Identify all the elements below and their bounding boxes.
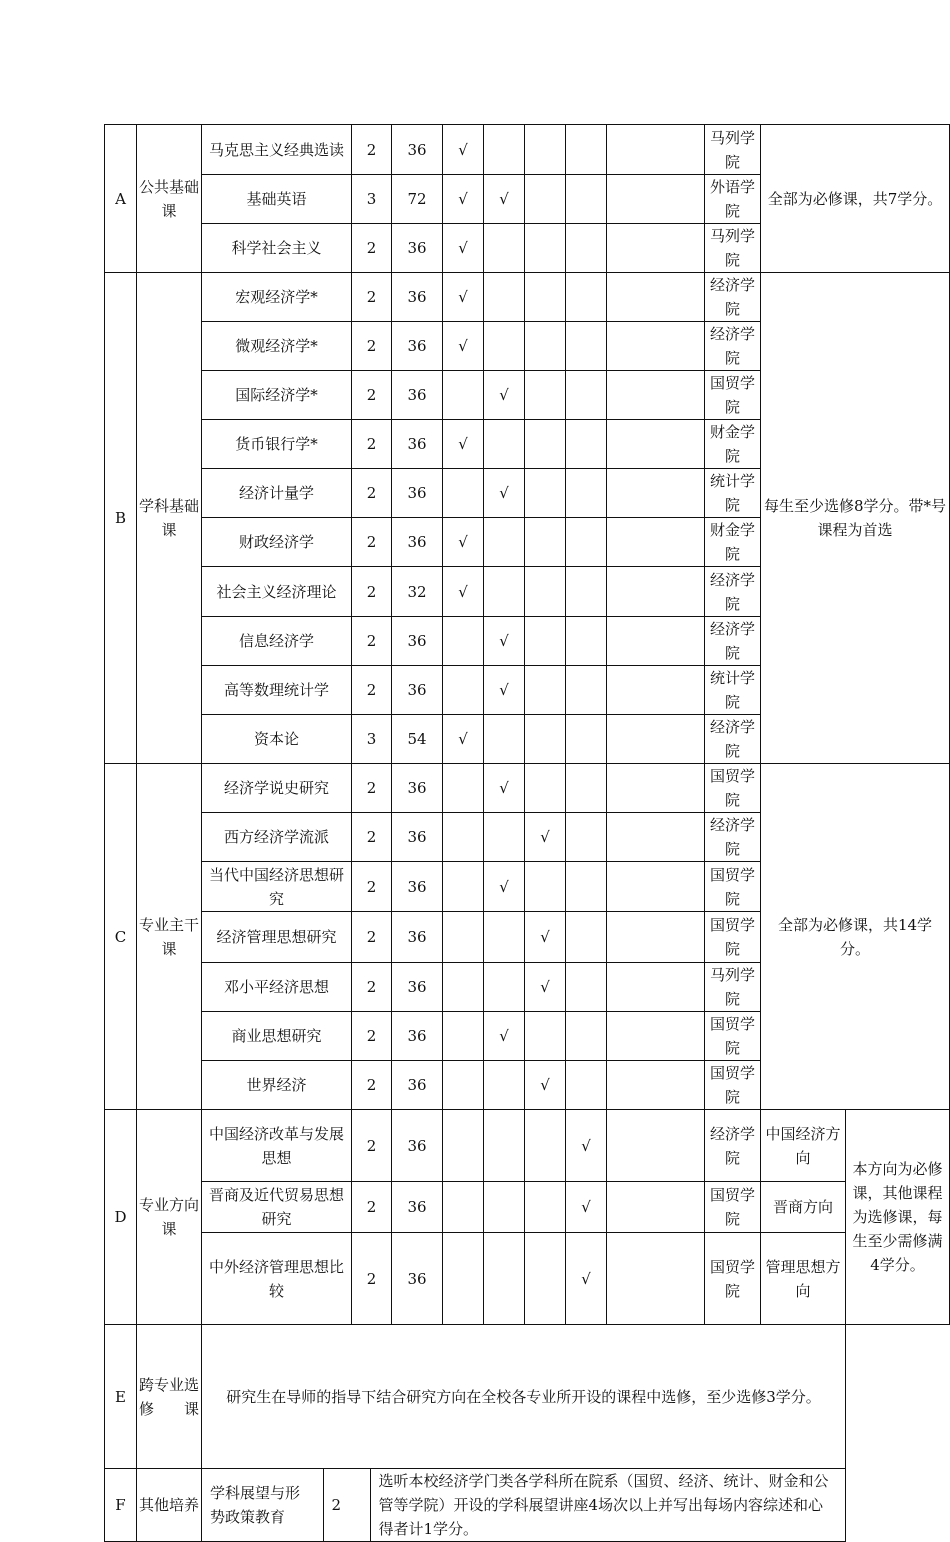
credits-cell: 2 <box>352 469 392 518</box>
credits-cell: 2 <box>352 764 392 813</box>
category-label: 学科基础课 <box>137 273 202 764</box>
check-mark: √ <box>484 617 525 666</box>
check-mark: √ <box>443 224 484 273</box>
school-cell: 国贸学院 <box>705 1012 761 1061</box>
check-mark: √ <box>484 1012 525 1061</box>
course-name: 世界经济 <box>202 1061 352 1110</box>
school-cell: 国贸学院 <box>705 1233 761 1325</box>
check-mark <box>525 1110 566 1182</box>
check-mark: √ <box>525 1061 566 1110</box>
hours-cell: 36 <box>392 862 443 912</box>
check-mark <box>525 224 566 273</box>
check-mark <box>443 813 484 862</box>
check-mark <box>443 912 484 963</box>
course-name: 西方经济学流派 <box>202 813 352 862</box>
check-mark <box>443 764 484 813</box>
check-mark <box>525 420 566 469</box>
table-row <box>105 273 950 322</box>
check-mark <box>525 1233 566 1325</box>
check-mark <box>443 1182 484 1233</box>
check-mark: √ <box>443 322 484 371</box>
check-mark <box>566 912 607 963</box>
check-mark <box>566 963 607 1012</box>
credits-cell: 2 <box>352 322 392 371</box>
hours-cell: 36 <box>392 764 443 813</box>
check-mark <box>607 469 705 518</box>
course-name: 商业思想研究 <box>202 1012 352 1061</box>
credits-cell: 2 <box>352 1182 392 1233</box>
check-mark <box>484 518 525 567</box>
check-mark <box>525 1182 566 1233</box>
hours-cell: 36 <box>392 420 443 469</box>
check-mark <box>443 1061 484 1110</box>
check-mark <box>607 715 705 764</box>
check-mark: √ <box>484 666 525 715</box>
check-mark <box>484 1233 525 1325</box>
other-training-description: 选听本校经济学门类各学科所在院系（国贸、经济、统计、财金和公管等学院）开设的学科展望讲座4场次以上并写出每场内容综述和心得者计1学分。 <box>378 1472 829 1538</box>
hours-cell: 36 <box>392 963 443 1012</box>
hours-cell: 36 <box>392 469 443 518</box>
category-label <box>137 1325 202 1469</box>
course-name: 晋商及近代贸易思想研究 <box>202 1182 352 1233</box>
check-mark <box>607 912 705 963</box>
check-mark <box>484 420 525 469</box>
check-mark <box>607 813 705 862</box>
check-mark <box>566 371 607 420</box>
section-note: 本方向为必修课，其他课程为选修课，每生至少需修满4学分。 <box>846 1110 950 1325</box>
school-cell: 外语学院 <box>705 175 761 224</box>
credits-cell: 2 <box>352 420 392 469</box>
check-mark <box>484 813 525 862</box>
course-name: 中外经济管理思想比较 <box>202 1233 352 1325</box>
school-cell: 国贸学院 <box>705 371 761 420</box>
check-mark <box>525 518 566 567</box>
course-name: 宏观经济学* <box>202 273 352 322</box>
check-mark <box>443 1110 484 1182</box>
check-mark <box>566 617 607 666</box>
course-name: 微观经济学* <box>202 322 352 371</box>
school-cell: 国贸学院 <box>705 862 761 912</box>
hours-cell: 36 <box>392 125 443 175</box>
school-cell: 财金学院 <box>705 518 761 567</box>
credits-cell: 2 <box>352 813 392 862</box>
check-mark <box>566 322 607 371</box>
course-name: 财政经济学 <box>202 518 352 567</box>
check-mark: √ <box>443 273 484 322</box>
check-mark <box>607 1110 705 1182</box>
check-mark <box>566 813 607 862</box>
credits-cell: 2 <box>352 273 392 322</box>
school-cell: 统计学院 <box>705 469 761 518</box>
school-cell: 经济学院 <box>705 715 761 764</box>
credits-cell: 2 <box>352 666 392 715</box>
other-training-subtable <box>202 1469 845 1541</box>
check-mark <box>443 469 484 518</box>
check-mark: √ <box>566 1233 607 1325</box>
check-mark <box>607 1182 705 1233</box>
check-mark: √ <box>443 125 484 175</box>
school-cell: 经济学院 <box>705 322 761 371</box>
check-mark <box>443 371 484 420</box>
credits-cell: 2 <box>352 1012 392 1061</box>
school-cell: 马列学院 <box>705 125 761 175</box>
section-code: B <box>105 273 137 764</box>
section-note: 全部为必修课，共14学分。 <box>761 764 950 1110</box>
check-mark <box>607 1012 705 1061</box>
check-mark <box>607 1061 705 1110</box>
check-mark <box>566 1061 607 1110</box>
credits-cell: 2 <box>352 1110 392 1182</box>
check-mark <box>607 764 705 813</box>
check-mark: √ <box>443 715 484 764</box>
school-cell: 国贸学院 <box>705 1061 761 1110</box>
credits-cell: 3 <box>352 175 392 224</box>
check-mark: √ <box>443 420 484 469</box>
check-mark <box>607 617 705 666</box>
check-mark: √ <box>484 371 525 420</box>
check-mark <box>607 175 705 224</box>
check-mark <box>443 1233 484 1325</box>
check-mark <box>484 912 525 963</box>
hours-cell: 36 <box>392 912 443 963</box>
check-mark <box>566 273 607 322</box>
school-cell: 经济学院 <box>705 273 761 322</box>
check-mark <box>525 617 566 666</box>
check-mark <box>525 666 566 715</box>
school-cell: 经济学院 <box>705 617 761 666</box>
course-name: 经济计量学 <box>202 469 352 518</box>
check-mark <box>484 1182 525 1233</box>
hours-cell: 36 <box>392 666 443 715</box>
check-mark: √ <box>566 1182 607 1233</box>
credits-cell: 2 <box>352 617 392 666</box>
credits-cell: 2 <box>352 371 392 420</box>
credits-cell: 2 <box>352 862 392 912</box>
credits-cell: 2 <box>352 567 392 617</box>
check-mark <box>484 224 525 273</box>
table-row <box>105 1325 950 1469</box>
check-mark <box>607 1233 705 1325</box>
check-mark <box>607 420 705 469</box>
credits-cell: 2 <box>323 1469 370 1541</box>
check-mark <box>484 715 525 764</box>
check-mark <box>484 1110 525 1182</box>
course-name: 邓小平经济思想 <box>202 963 352 1012</box>
check-mark <box>484 273 525 322</box>
check-mark <box>484 125 525 175</box>
check-mark <box>525 1012 566 1061</box>
credits-cell: 2 <box>352 518 392 567</box>
hours-cell: 36 <box>392 273 443 322</box>
check-mark <box>566 224 607 273</box>
hours-cell: 36 <box>392 1182 443 1233</box>
check-mark <box>607 518 705 567</box>
check-mark <box>566 567 607 617</box>
school-cell: 经济学院 <box>705 813 761 862</box>
check-mark <box>525 862 566 912</box>
hours-cell: 36 <box>392 617 443 666</box>
check-mark <box>607 224 705 273</box>
check-mark <box>443 862 484 912</box>
table-row <box>105 1182 950 1233</box>
check-mark <box>566 862 607 912</box>
check-mark: √ <box>525 963 566 1012</box>
check-mark <box>484 1061 525 1110</box>
hours-cell: 36 <box>392 224 443 273</box>
credits-cell: 2 <box>352 912 392 963</box>
course-name: 马克思主义经典选读 <box>202 125 352 175</box>
check-mark <box>484 963 525 1012</box>
check-mark <box>443 666 484 715</box>
check-mark <box>607 322 705 371</box>
course-name: 货币银行学* <box>202 420 352 469</box>
course-name: 学科展望与形势政策教育 <box>202 1469 323 1541</box>
check-mark <box>525 567 566 617</box>
direction-cell: 管理思想方向 <box>761 1233 846 1325</box>
check-mark <box>607 666 705 715</box>
course-name: 基础英语 <box>202 175 352 224</box>
check-mark: √ <box>525 813 566 862</box>
school-cell: 国贸学院 <box>705 1182 761 1233</box>
category-label: 专业主干课 <box>137 764 202 1110</box>
hours-cell: 36 <box>392 1012 443 1061</box>
hours-cell: 36 <box>392 322 443 371</box>
elective-description: 研究生在导师的指导下结合研究方向在全校各专业所开设的课程中选修，至少选修3学分。 <box>202 1325 846 1469</box>
school-cell: 经济学院 <box>705 1110 761 1182</box>
table-row <box>105 1233 950 1325</box>
check-mark <box>566 666 607 715</box>
hours-cell: 32 <box>392 567 443 617</box>
check-mark <box>566 518 607 567</box>
check-mark <box>566 1012 607 1061</box>
check-mark <box>525 764 566 813</box>
school-cell: 马列学院 <box>705 224 761 273</box>
check-mark <box>607 567 705 617</box>
school-cell: 财金学院 <box>705 420 761 469</box>
section-note: 全部为必修课，共7学分。 <box>761 125 950 273</box>
section-code: F <box>105 1469 137 1542</box>
course-name: 社会主义经济理论 <box>202 567 352 617</box>
credits-cell: 3 <box>352 715 392 764</box>
course-name: 当代中国经济思想研究 <box>202 862 352 912</box>
section-code: C <box>105 764 137 1110</box>
hours-cell: 36 <box>392 371 443 420</box>
course-name: 经济管理思想研究 <box>202 912 352 963</box>
check-mark <box>525 273 566 322</box>
check-mark <box>484 567 525 617</box>
school-cell: 国贸学院 <box>705 912 761 963</box>
check-mark <box>443 617 484 666</box>
credits-cell: 2 <box>352 125 392 175</box>
hours-cell: 54 <box>392 715 443 764</box>
check-mark <box>607 862 705 912</box>
check-mark: √ <box>566 1110 607 1182</box>
credits-cell: 2 <box>352 963 392 1012</box>
check-mark <box>525 175 566 224</box>
table-row <box>105 125 950 175</box>
hours-cell: 36 <box>392 1233 443 1325</box>
course-name: 中国经济改革与发展思想 <box>202 1110 352 1182</box>
check-mark <box>607 273 705 322</box>
course-name: 科学社会主义 <box>202 224 352 273</box>
check-mark <box>525 469 566 518</box>
check-mark <box>607 371 705 420</box>
hours-cell: 36 <box>392 518 443 567</box>
hours-cell: 72 <box>392 175 443 224</box>
school-cell: 马列学院 <box>705 963 761 1012</box>
credits-cell: 2 <box>352 224 392 273</box>
check-mark <box>484 322 525 371</box>
category-label: 专业方向课 <box>137 1110 202 1325</box>
hours-cell: 36 <box>392 813 443 862</box>
check-mark <box>566 125 607 175</box>
category-text: 其他培养 <box>139 1496 200 1514</box>
category-text: 跨专业选修课 <box>139 1375 200 1418</box>
check-mark <box>525 715 566 764</box>
check-mark <box>566 175 607 224</box>
school-cell: 国贸学院 <box>705 764 761 813</box>
category-label: 公共基础课 <box>137 125 202 273</box>
check-mark <box>525 125 566 175</box>
direction-cell: 中国经济方向 <box>761 1110 846 1182</box>
check-mark <box>566 420 607 469</box>
credits-cell: 2 <box>352 1061 392 1110</box>
section-code: A <box>105 125 137 273</box>
check-mark: √ <box>484 469 525 518</box>
check-mark <box>525 322 566 371</box>
check-mark <box>566 715 607 764</box>
table-row <box>105 1469 950 1542</box>
course-name: 国际经济学* <box>202 371 352 420</box>
check-mark: √ <box>443 518 484 567</box>
table-row <box>105 1110 950 1182</box>
check-mark <box>443 1012 484 1061</box>
check-mark: √ <box>484 175 525 224</box>
direction-cell: 晋商方向 <box>761 1182 846 1233</box>
section-code: D <box>105 1110 137 1325</box>
check-mark <box>607 963 705 1012</box>
check-mark: √ <box>443 175 484 224</box>
course-name: 高等数理统计学 <box>202 666 352 715</box>
section-code: E <box>105 1325 137 1469</box>
credits-cell: 2 <box>352 1233 392 1325</box>
check-mark: √ <box>484 764 525 813</box>
check-mark <box>566 469 607 518</box>
hours-cell: 36 <box>392 1061 443 1110</box>
check-mark: √ <box>484 862 525 912</box>
course-name: 信息经济学 <box>202 617 352 666</box>
check-mark <box>566 764 607 813</box>
school-cell: 经济学院 <box>705 567 761 617</box>
curriculum-table <box>104 124 950 1542</box>
section-note: 每生至少选修8学分。带*号课程为首选 <box>761 273 950 764</box>
check-mark <box>525 371 566 420</box>
check-mark <box>607 125 705 175</box>
check-mark: √ <box>525 912 566 963</box>
table-row <box>105 764 950 813</box>
check-mark <box>443 963 484 1012</box>
hours-cell: 36 <box>392 1110 443 1182</box>
course-name: 资本论 <box>202 715 352 764</box>
check-mark: √ <box>443 567 484 617</box>
school-cell: 统计学院 <box>705 666 761 715</box>
category-label <box>137 1469 202 1542</box>
other-training-cell <box>202 1469 846 1542</box>
course-name: 经济学说史研究 <box>202 764 352 813</box>
